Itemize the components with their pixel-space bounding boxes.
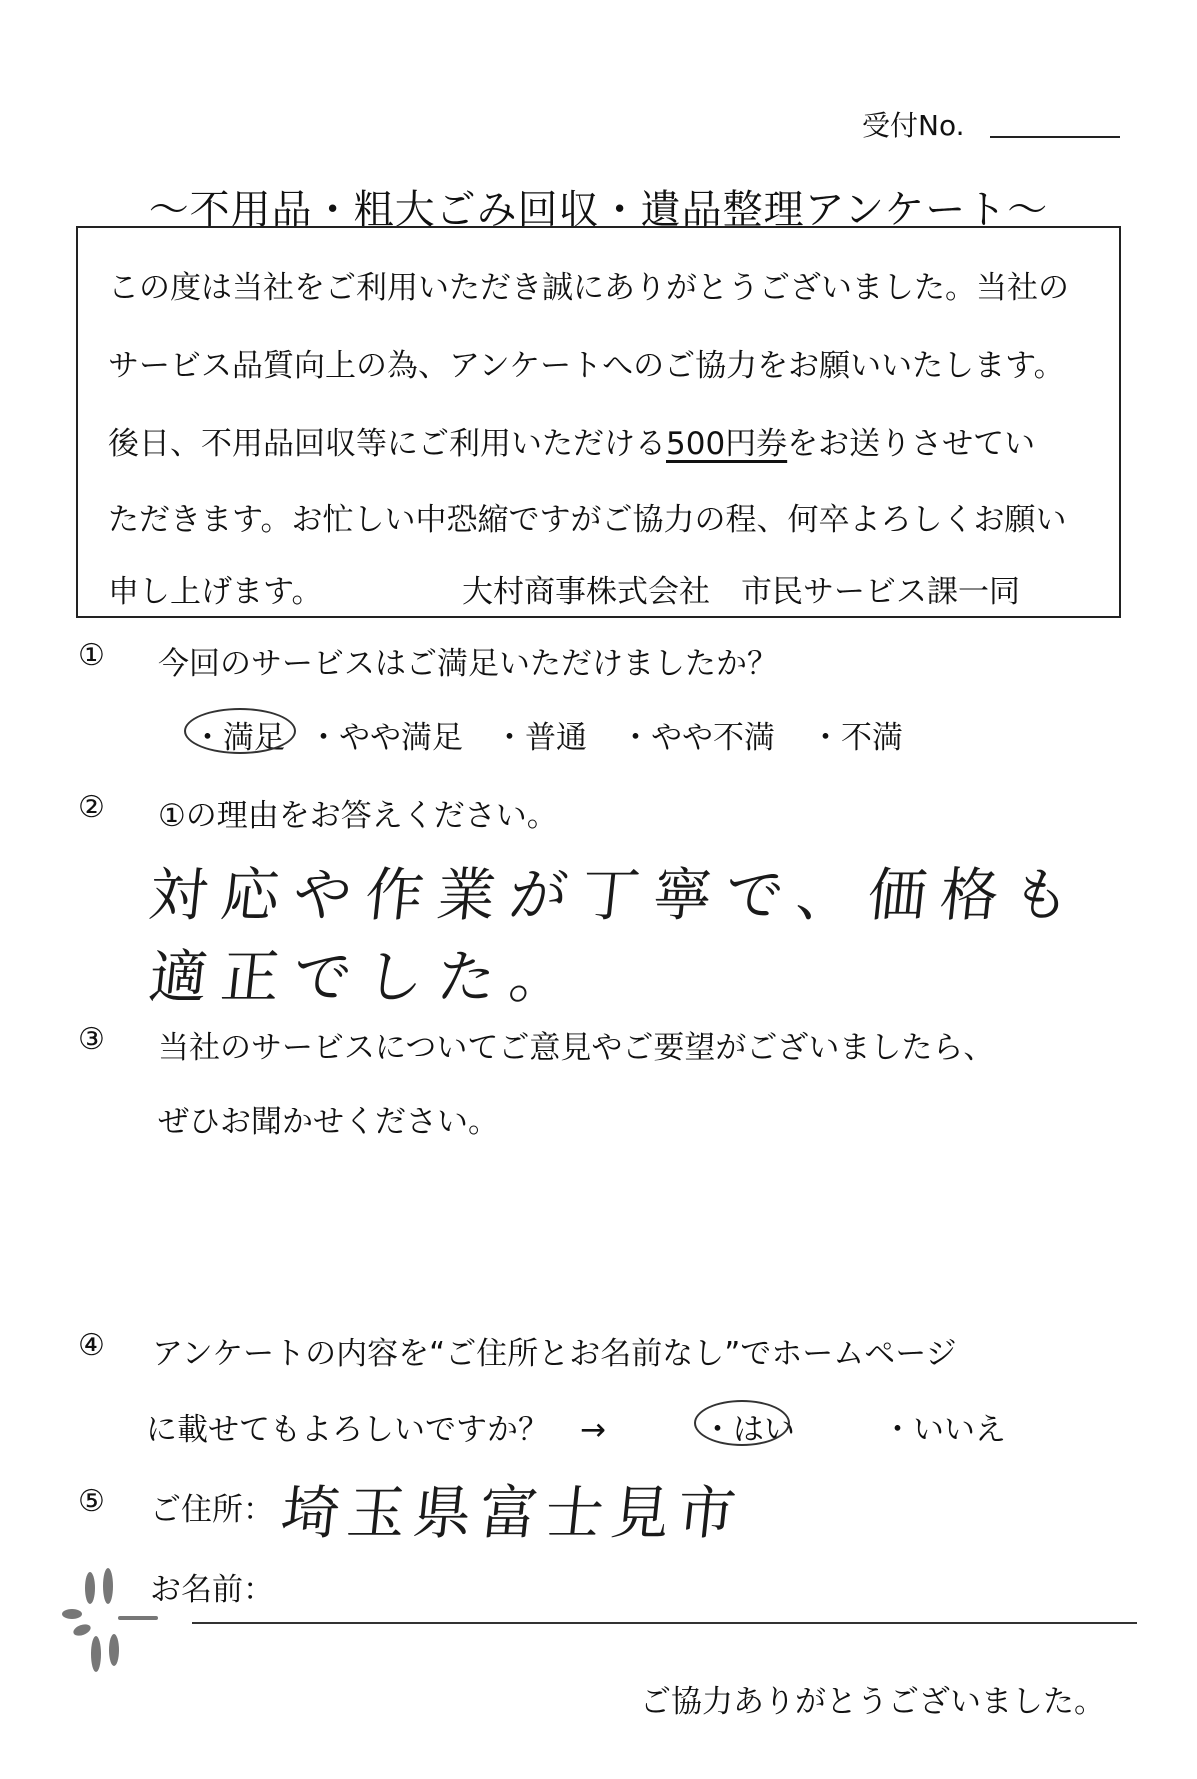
q5-number: ⑤ bbox=[78, 1484, 105, 1519]
q4-text-line-2: に載せてもよろしいですか？ → bbox=[146, 1412, 606, 1448]
q1-option-somewhat-dissatisfied[interactable]: ・やや不満 bbox=[620, 720, 775, 756]
q1-option-satisfied[interactable]: ・満足 bbox=[192, 720, 285, 756]
survey-title: ～不用品・粗大ごみ回収・遺品整理アンケート～ bbox=[148, 187, 1049, 233]
q3-text-line-2: ぜひお聞かせください。 bbox=[158, 1104, 499, 1140]
receipt-number-label: 受付No. bbox=[862, 109, 965, 142]
intro-line-3-after: をお送りさせてい bbox=[787, 426, 1036, 462]
address-label: ご住所： bbox=[150, 1492, 274, 1528]
q2-handwritten-answer-line-1: 対応や作業が丁寧で、価格も bbox=[145, 861, 1088, 929]
intro-line-2: サービス品質向上の為、アンケートへのご協力をお願いいたします。 bbox=[108, 348, 1065, 384]
q4-option-no[interactable]: ・いいえ bbox=[882, 1412, 1006, 1448]
intro-line-3 bbox=[108, 418, 1035, 463]
name-label: お名前： bbox=[150, 1572, 274, 1608]
name-line bbox=[192, 1622, 1137, 1624]
company-name: 大村商事株式会社 市民サービス課一同 bbox=[462, 574, 1020, 610]
q4-text-line-1: アンケートの内容を“ご住所とお名前なし”でホームページ bbox=[152, 1336, 957, 1372]
intro-line-1: この度は当社をご利用いただき誠にありがとうございました。当社の bbox=[108, 270, 1069, 306]
q4-number: ④ bbox=[78, 1328, 105, 1363]
q1-option-somewhat-satisfied[interactable]: ・やや満足 bbox=[308, 720, 463, 756]
intro-line-5: 申し上げます。 bbox=[108, 574, 323, 610]
closing-message: ご協力ありがとうございました。 bbox=[640, 1684, 1105, 1720]
intro-line-3-before: 後日、不用品回収等にご利用いただける bbox=[108, 426, 666, 462]
q2-text: ①の理由をお答えください。 bbox=[158, 798, 558, 834]
receipt-number-line bbox=[990, 136, 1120, 138]
q4-selected-circle bbox=[694, 1400, 790, 1446]
q3-number: ③ bbox=[78, 1022, 105, 1057]
q1-option-neutral[interactable]: ・普通 bbox=[494, 720, 587, 756]
q1-selected-circle bbox=[184, 708, 296, 754]
intro-line-4: ただきます。お忙しい中恐縮ですがご協力の程、何卒よろしくお願い bbox=[108, 502, 1067, 538]
q4-option-yes[interactable]: ・はい bbox=[702, 1412, 795, 1448]
q1-number: ① bbox=[78, 638, 105, 673]
address-handwritten-value: 埼玉県富士見市 bbox=[277, 1479, 748, 1547]
q1-option-dissatisfied[interactable]: ・不満 bbox=[810, 720, 903, 756]
q2-number: ② bbox=[78, 790, 105, 825]
q2-handwritten-answer-line-2: 適正でした。 bbox=[145, 943, 586, 1011]
q1-text: 今回のサービスはご満足いただけましたか？ bbox=[158, 646, 778, 682]
flower-stamp-icon bbox=[60, 1562, 160, 1682]
voucher-text: 500円券 bbox=[666, 426, 788, 462]
q3-text-line-1: 当社のサービスについてご意見やご要望がございましたら、 bbox=[158, 1030, 995, 1066]
